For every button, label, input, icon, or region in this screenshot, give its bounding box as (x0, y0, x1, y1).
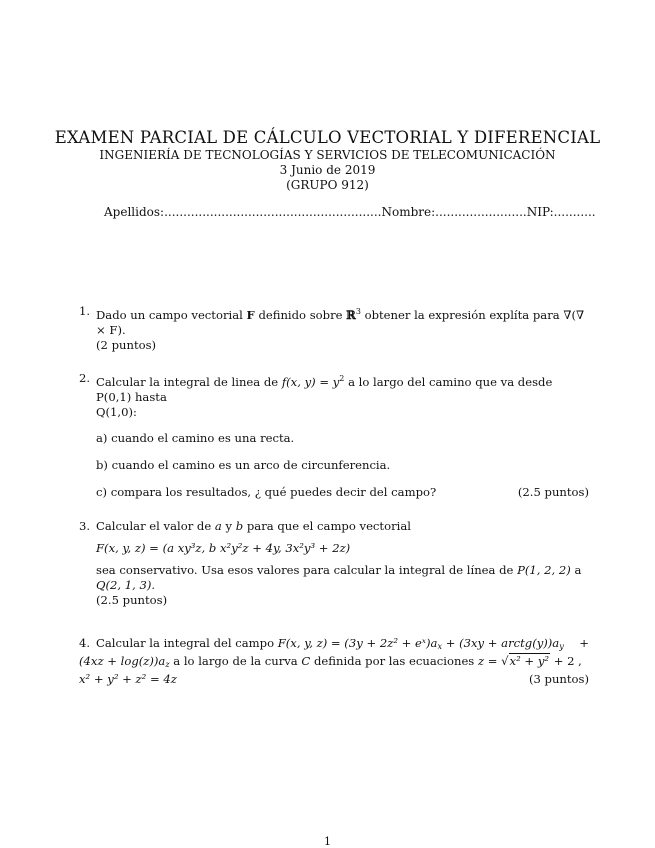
problem-number: 3. (79, 519, 91, 533)
subscript: x (437, 642, 442, 651)
problem-4-continuation (79, 654, 589, 672)
math-expression: + 2 , (553, 654, 582, 668)
square-root: √x² + y² (501, 654, 550, 668)
vector-field-definition: F(x, y, z) = (a xy³z, b x²y²z + 4y, 3x²y³ + 2z) (96, 541, 351, 555)
subscript: z (165, 660, 170, 669)
math-expression: f(x, y) = y (281, 375, 340, 389)
problem-number: 1. (79, 304, 91, 318)
math-operator: + (579, 636, 589, 650)
exam-group: (GRUPO 912) (286, 178, 369, 192)
points-label: (2 puntos) (96, 338, 157, 352)
exam-header (0, 128, 655, 193)
problem-text: Q(1,0): (96, 405, 137, 419)
nombre-field: Nombre:........................ (381, 205, 527, 219)
subscript: y (559, 642, 564, 651)
problem-4 (79, 636, 589, 687)
exam-title: EXAMEN PARCIAL DE CÁLCULO VECTORIAL Y DIFERENCIAL (54, 128, 601, 147)
radicand: x² + y² (509, 654, 550, 668)
point-q: Q(2, 1, 3). (96, 578, 156, 592)
problem-number: 4. (79, 636, 91, 650)
problem-text: a lo largo de la curva (173, 654, 298, 668)
exam-date: 3 Junio de 2019 (279, 163, 376, 177)
variable-b: b (235, 519, 244, 533)
points-label: (2.5 puntos) (96, 593, 168, 607)
math-expression: z = (477, 654, 498, 668)
points-label: (2.5 puntos) (517, 485, 589, 499)
problem-3 (79, 519, 589, 608)
problem-number: 2. (79, 371, 91, 385)
subitem-c: c) compara los resultados, ¿ qué puedes decir del campo? (96, 485, 437, 499)
student-id-line (104, 205, 596, 219)
subitem-b: b) cuando el camino es un arco de circunferencia. (96, 458, 391, 472)
sphere-equation: x² + y² + z² = 4z (79, 672, 177, 686)
problem-text: sea conservativo. Usa esos valores para calcular la integral de línea de (96, 563, 514, 577)
problem-text: Calcular la integral de linea de (96, 375, 279, 389)
problem-2 (79, 371, 589, 500)
problem-text: Calcular el valor de (96, 519, 212, 533)
math-expression: (4xz + log(z))a (79, 654, 166, 668)
problem-text: definida por las ecuaciones (313, 654, 475, 668)
exponent: 2 (339, 374, 345, 383)
problem-1 (79, 304, 589, 353)
problem-text: y (225, 519, 233, 533)
page-number: 1 (324, 835, 331, 848)
problem-text: para que el campo vectorial (246, 519, 411, 533)
exponent: 3 (355, 307, 361, 316)
math-expression: + (3xy + arctg(y))a (445, 636, 560, 650)
degree-name: INGENIERÍA DE TECNOLOGÍAS Y SERVICIOS DE TELECOMUNICACIÓN (99, 148, 556, 162)
problem-text: Calcular la integral del campo (96, 636, 275, 650)
real-space-symbol: ℝ (346, 308, 356, 322)
curve-symbol: C (301, 654, 311, 668)
variable-a: a (214, 519, 222, 533)
nip-field: NIP:........... (526, 205, 596, 219)
problem-text: Dado un campo vectorial (96, 308, 243, 322)
problem-text: obtener la expresión explíta para (364, 308, 560, 322)
apellidos-field: Apellidos:......................................................... (104, 205, 382, 219)
problem-text: a (574, 563, 582, 577)
math-expression: ∇(∇ × F). (96, 308, 585, 337)
subitem-a: a) cuando el camino es una recta. (96, 431, 295, 445)
math-expression: F(x, y, z) = (3y + 2z² + eˣ)a (277, 636, 438, 650)
problem-text: a lo largo del camino que va desde P(0,1) hasta (96, 375, 553, 404)
point-p: P(1, 2, 2) (517, 563, 571, 577)
vector-field-symbol: F (246, 308, 255, 322)
points-label: (3 puntos) (528, 672, 589, 686)
problem-4-last-line (79, 672, 589, 687)
problem-text: definido sobre (258, 308, 343, 322)
